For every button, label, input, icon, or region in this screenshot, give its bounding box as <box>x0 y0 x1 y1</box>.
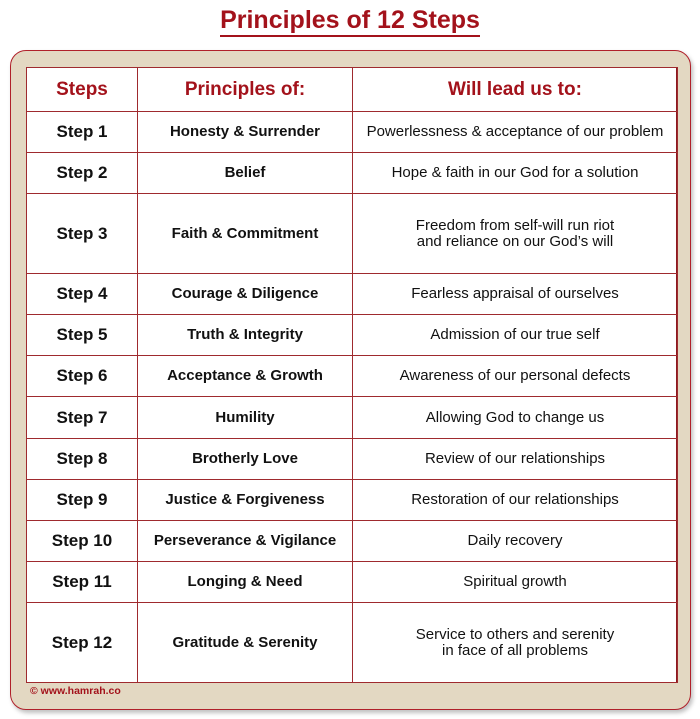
header-lead: Will lead us to: <box>353 68 678 112</box>
step-cell: Step 2 <box>27 153 138 194</box>
copyright-footer: © www.hamrah.co <box>30 685 121 697</box>
table-row <box>27 520 678 561</box>
principle-cell: Justice & Forgiveness <box>138 479 353 520</box>
principle-cell: Belief <box>138 153 353 194</box>
step-cell: Step 11 <box>27 561 138 602</box>
lead-cell: Fearless appraisal of ourselves <box>353 274 678 315</box>
lead-cell: Powerlessness & acceptance of our problem <box>353 112 678 153</box>
table-row <box>27 112 678 153</box>
principles-table <box>26 67 678 683</box>
principle-cell: Gratitude & Serenity <box>138 603 353 683</box>
step-cell: Step 4 <box>27 274 138 315</box>
table-row <box>27 397 678 438</box>
principle-cell: Brotherly Love <box>138 438 353 479</box>
lead-cell: Allowing God to change us <box>353 397 678 438</box>
step-cell: Step 3 <box>27 194 138 274</box>
header-principles: Principles of: <box>138 68 353 112</box>
table-header-row <box>27 68 678 112</box>
lead-cell: Spiritual growth <box>353 561 678 602</box>
step-cell: Step 6 <box>27 356 138 397</box>
step-cell: Step 10 <box>27 520 138 561</box>
table-row <box>27 194 678 274</box>
principle-cell: Acceptance & Growth <box>138 356 353 397</box>
principle-cell: Humility <box>138 397 353 438</box>
step-cell: Step 8 <box>27 438 138 479</box>
table-row <box>27 438 678 479</box>
lead-cell: Admission of our true self <box>353 315 678 356</box>
table-row <box>27 356 678 397</box>
principle-cell: Longing & Need <box>138 561 353 602</box>
table-row <box>27 561 678 602</box>
step-cell: Step 1 <box>27 112 138 153</box>
lead-cell: Daily recovery <box>353 520 678 561</box>
principle-cell: Perseverance & Vigilance <box>138 520 353 561</box>
table-row <box>27 479 678 520</box>
step-cell: Step 7 <box>27 397 138 438</box>
lead-cell: Hope & faith in our God for a solution <box>353 153 678 194</box>
page-title-text: Principles of 12 Steps <box>220 6 480 37</box>
step-cell: Step 5 <box>27 315 138 356</box>
lead-cell: Freedom from self-will run riot and reliance on our God’s will <box>353 194 678 274</box>
page-title <box>0 6 700 37</box>
table-row <box>27 153 678 194</box>
lead-cell: Service to others and serenity in face of all problems <box>353 603 678 683</box>
principle-cell: Courage & Diligence <box>138 274 353 315</box>
table-row <box>27 603 678 683</box>
step-cell: Step 12 <box>27 603 138 683</box>
principle-cell: Faith & Commitment <box>138 194 353 274</box>
principle-cell: Truth & Integrity <box>138 315 353 356</box>
table-row <box>27 315 678 356</box>
table-row <box>27 274 678 315</box>
lead-cell: Awareness of our personal defects <box>353 356 678 397</box>
step-cell: Step 9 <box>27 479 138 520</box>
lead-cell: Restoration of our relationships <box>353 479 678 520</box>
lead-cell: Review of our relationships <box>353 438 678 479</box>
header-steps: Steps <box>27 68 138 112</box>
principle-cell: Honesty & Surrender <box>138 112 353 153</box>
